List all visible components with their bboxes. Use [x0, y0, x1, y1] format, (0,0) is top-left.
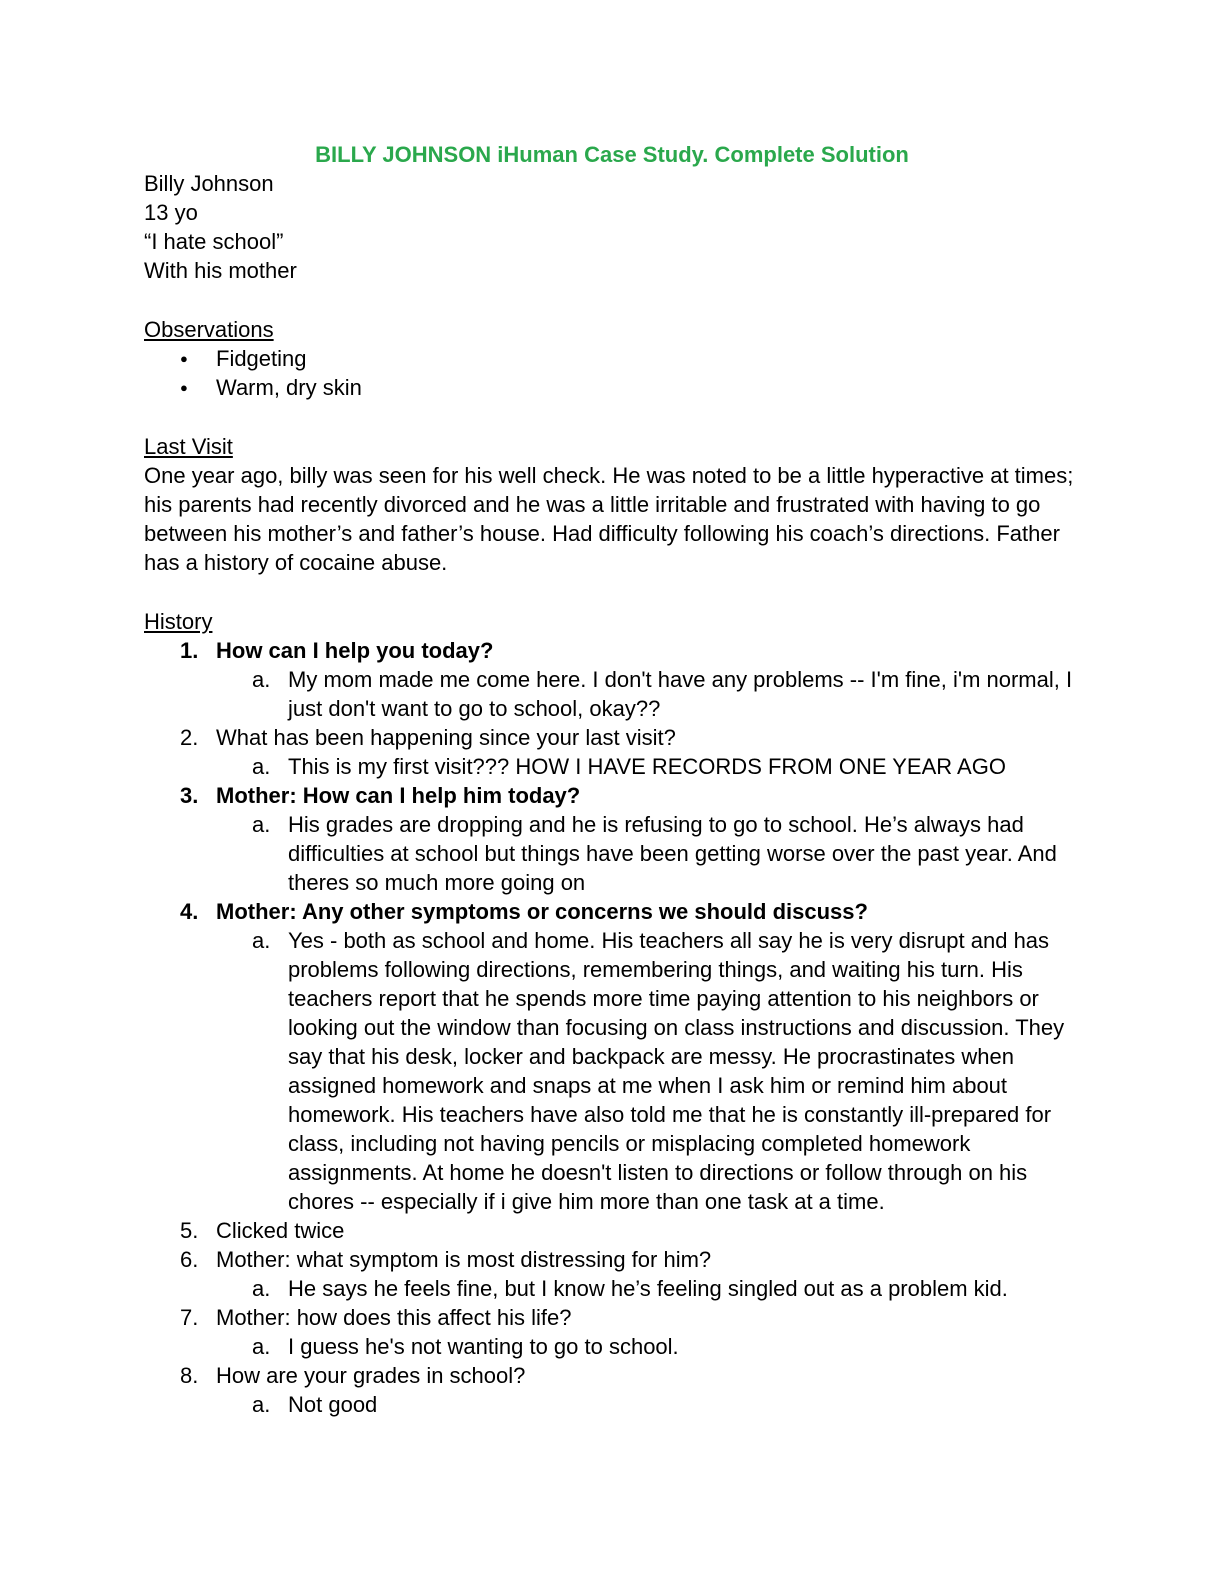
history-answer — [144, 665, 1080, 723]
answer-text: I guess he's not wanting to go to school. — [288, 1334, 679, 1359]
list-number: 6. — [180, 1247, 199, 1272]
history-item — [144, 1361, 1080, 1390]
history-answer — [144, 926, 1080, 1216]
list-letter: a. — [252, 1276, 271, 1301]
list-letter: a. — [252, 754, 271, 779]
list-number: 1. — [180, 638, 199, 663]
accompanied-by: With his mother — [144, 258, 297, 283]
patient-name: Billy Johnson — [144, 171, 274, 196]
answer-text: He says he feels fine, but I know he’s feeling singled out as a problem kid. — [288, 1276, 1008, 1301]
document-title: BILLY JOHNSON iHuman Case Study. Complete Solution — [315, 142, 909, 167]
list-number: 2. — [180, 725, 199, 750]
list-number: 4. — [180, 899, 199, 924]
history-question: Clicked twice — [216, 1218, 345, 1243]
history-list — [144, 636, 1080, 1419]
history-item — [144, 1303, 1080, 1332]
history-answer — [144, 1390, 1080, 1419]
answer-text: My mom made me come here. I don't have any problems -- I'm fine, i'm normal, I just don't want to go to school, okay?? — [288, 667, 1073, 721]
history-item — [144, 1245, 1080, 1274]
history-question: Mother: what symptom is most distressing for him? — [216, 1247, 712, 1272]
section-heading-history: History — [144, 609, 213, 634]
history-question: Mother: how does this affect his life? — [216, 1305, 572, 1330]
bullet-icon: ● — [180, 351, 188, 366]
history-item — [144, 636, 1080, 665]
list-number: 8. — [180, 1363, 199, 1388]
list-item — [144, 344, 1080, 373]
answer-text: His grades are dropping and he is refusing to go to school. He’s always had difficulties at school but things have been getting worse over the past year. And theres so much more going on — [288, 812, 1057, 895]
history-answer — [144, 810, 1080, 897]
history-question: Mother: How can I help him today? — [216, 783, 581, 808]
observations-list — [144, 344, 1080, 402]
history-question: Mother: Any other symptoms or concerns we should discuss? — [216, 899, 868, 924]
last-visit-paragraph: One year ago, billy was seen for his well check. He was noted to be a little hyperactive at times; his parents had recently divorced and he was a little irritable and frustrated with having to go between his mother’s and father’s house. Had difficulty following his coach’s directions. Father has a history of cocaine abuse. — [144, 463, 1074, 575]
bullet-icon: ● — [180, 380, 188, 395]
list-number: 7. — [180, 1305, 199, 1330]
answer-text: Not good — [288, 1392, 378, 1417]
history-answer — [144, 1274, 1080, 1303]
history-item — [144, 897, 1080, 926]
patient-age: 13 yo — [144, 200, 198, 225]
history-question: What has been happening since your last visit? — [216, 725, 676, 750]
history-question: How are your grades in school? — [216, 1363, 526, 1388]
list-item — [144, 373, 1080, 402]
history-question: How can I help you today? — [216, 638, 494, 663]
history-answer — [144, 752, 1080, 781]
history-item — [144, 781, 1080, 810]
history-answer — [144, 1332, 1080, 1361]
list-letter: a. — [252, 1334, 271, 1359]
list-letter: a. — [252, 667, 271, 692]
answer-text: Yes - both as school and home. His teachers all say he is very disrupt and has problems following directions, remembering things, and waiting his turn. His teachers report that he spends more time paying attention to his neighbors or looking out the window than focusing on class instructions and discussion. They say that his desk, locker and backpack are messy. He procrastinates when assigned homework and snaps at me when I ask him or remind him about homework. His teachers have also told me that he is constantly ill-prepared for class, including not having pencils or misplacing completed homework assignments. At home he doesn't listen to directions or follow through on his chores -- especially if i give him more than one task at a time. — [288, 928, 1065, 1214]
history-item — [144, 1216, 1080, 1245]
list-letter: a. — [252, 1392, 271, 1417]
list-number: 5. — [180, 1218, 199, 1243]
answer-text: This is my first visit??? HOW I HAVE RECORDS FROM ONE YEAR AGO — [288, 754, 1006, 779]
list-number: 3. — [180, 783, 199, 808]
list-letter: a. — [252, 928, 271, 953]
observation-text: Fidgeting — [216, 346, 307, 371]
section-heading-observations: Observations — [144, 317, 274, 342]
section-heading-last-visit: Last Visit — [144, 434, 233, 459]
list-letter: a. — [252, 812, 271, 837]
chief-complaint: “I hate school” — [144, 229, 284, 254]
history-item — [144, 723, 1080, 752]
observation-text: Warm, dry skin — [216, 375, 362, 400]
